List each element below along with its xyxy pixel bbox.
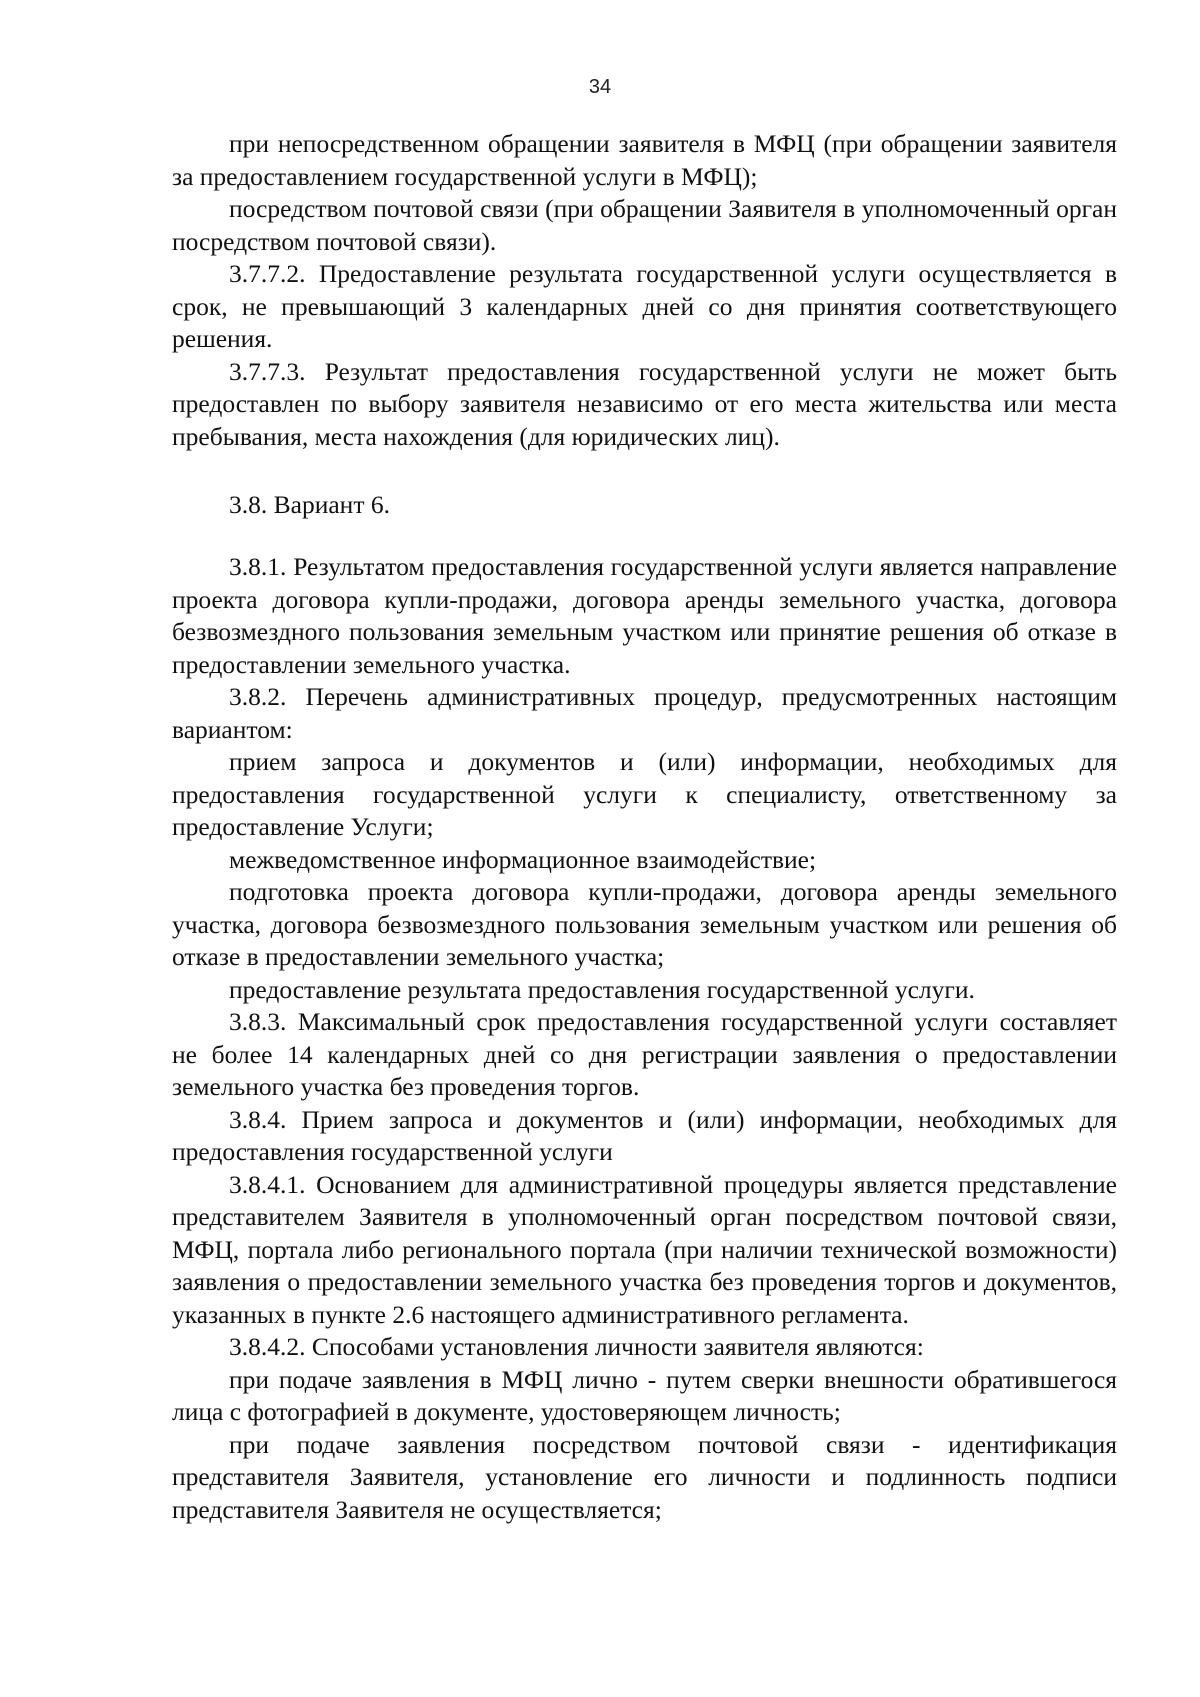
paragraph: посредством почтовой связи (при обращении Заявителя в уполномоченный орган посредством почтовой связи). bbox=[172, 194, 1117, 256]
paragraph: 3.8.3. Максимальный срок предоставления государственной услуги составляет не более 14 календарных дней со дня регистрации заявления о предоставлении земельного участка без проведения торгов. bbox=[172, 1007, 1117, 1101]
top-text-block bbox=[172, 128, 1117, 453]
paragraph: 3.8.1. Результатом предоставления государственной услуги является направление проекта договора купли-продажи, договора аренды земельного участка, договора безвозмездного пользования земельным участком или принятие решения об отказе в предоставлении земельного участка. bbox=[172, 552, 1117, 679]
paragraph: 3.7.7.2. Предоставление результата государственной услуги осуществляется в срок, не превышающий 3 календарных дней со дня принятия соответствующего решения. bbox=[172, 259, 1117, 353]
paragraph: 3.7.7.3. Результат предоставления государственной услуги не может быть предоставлен по выбору заявителя независимо от его места жительства или места пребывания, места нахождения (для юридических лиц). bbox=[172, 356, 1117, 451]
paragraph: 3.8.4.1. Основанием для административной процедуры является представление представителем Заявителя в уполномоченный орган посредством почтовой связи, МФЦ, портала либо регионального портала (при наличии технической возможности) заявления о предоставлении земельного участка без проведения торгов и документов, указанных в пункте 2.6 настоящего административного регламента. bbox=[172, 1169, 1117, 1329]
paragraph: предоставление результата предоставления государственной услуги. bbox=[229, 974, 975, 1004]
paragraph: при подаче заявления посредством почтовой связи - идентификация представителя Заявителя, установление его личности и подлинность подписи представителя Заявителя не осуществляется; bbox=[172, 1429, 1117, 1524]
paragraph: межведомственное информационное взаимодействие; bbox=[229, 844, 817, 874]
main-text-block bbox=[172, 551, 1117, 1526]
section-heading: 3.8. Вариант 6. bbox=[229, 490, 390, 519]
paragraph: 3.8.4. Прием запроса и документов и (или) информации, необходимых для предоставления государственной услуги bbox=[172, 1104, 1117, 1166]
page-number: 34 bbox=[588, 76, 612, 98]
paragraph: при непосредственном обращении заявителя в МФЦ (при обращении заявителя за предоставлением государственной услуги в МФЦ); bbox=[172, 129, 1117, 191]
paragraph: 3.8.4.2. Способами установления личности заявителя являются: bbox=[229, 1332, 924, 1361]
paragraph: при подаче заявления в МФЦ лично - путем сверки внешности обратившегося лица с фотографией в документе, удостоверяющем личность; bbox=[172, 1364, 1117, 1426]
paragraph: прием запроса и документов и (или) информации, необходимых для предоставления государственной услуги к специалисту, ответственному за предоставление Услуги; bbox=[172, 747, 1117, 841]
paragraph: подготовка проекта договора купли-продажи, договора аренды земельного участка, договора безвозмездного пользования земельным участком или решения об отказе в предоставлении земельного участка; bbox=[172, 877, 1117, 971]
paragraph: 3.8.2. Перечень административных процедур, предусмотренных настоящим вариантом: bbox=[172, 682, 1117, 744]
